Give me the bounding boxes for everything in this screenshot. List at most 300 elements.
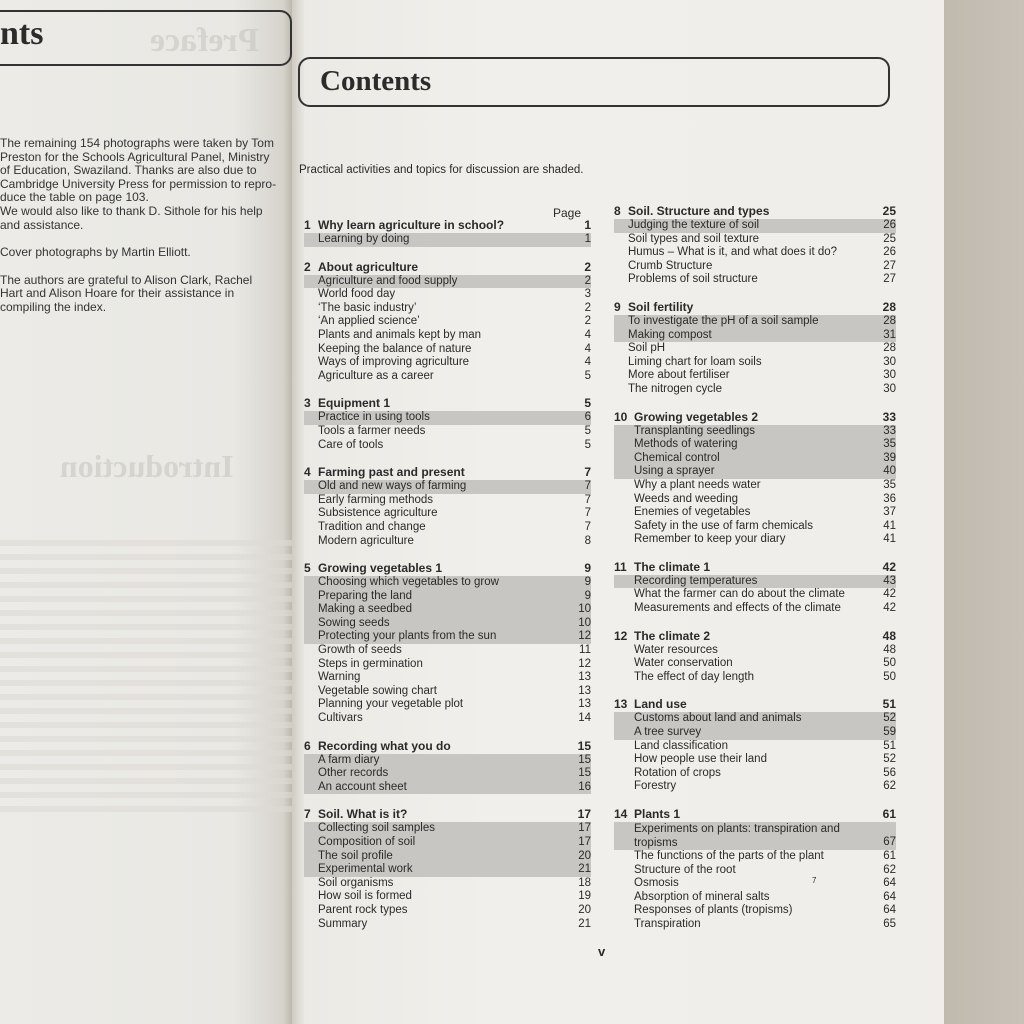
entry-page: 4 <box>584 328 591 341</box>
chapter-section <box>614 808 896 932</box>
ghost-text-lines <box>0 540 292 820</box>
acknowledgement-line: We would also like to thank D. Sithole for his help <box>0 203 263 218</box>
entry-page: 25 <box>883 232 896 245</box>
chapter-number: 13 <box>614 697 628 712</box>
chapter-section <box>304 261 591 384</box>
entry-page: 64 <box>883 890 896 903</box>
topic-entry <box>304 698 591 712</box>
chapter-section <box>304 397 591 452</box>
chapter-page: 61 <box>882 807 896 821</box>
entry-page: 41 <box>883 533 896 546</box>
page-stack-edge <box>944 0 1024 1024</box>
page-folio: v <box>598 944 606 959</box>
entry-title: Chemical control <box>634 451 720 464</box>
entry-page: 31 <box>883 328 896 341</box>
shaded-activity-entry <box>614 575 896 589</box>
entry-page: 42 <box>883 588 896 601</box>
shaded-activity-entry <box>304 767 591 781</box>
entry-page: 48 <box>883 643 896 656</box>
chapter-section <box>614 301 896 397</box>
chapter-title: Farming past and present <box>318 465 465 480</box>
topic-entry <box>304 302 591 316</box>
chapter-page: 42 <box>882 559 896 574</box>
entry-title: Practice in using tools <box>318 411 430 424</box>
topic-entry <box>304 918 591 932</box>
entry-page: 27 <box>883 259 896 272</box>
entry-title: The nitrogen cycle <box>628 382 722 395</box>
shaded-activity-entry <box>304 233 591 247</box>
entry-page: 10 <box>578 603 591 616</box>
entry-page: 7 <box>584 507 591 520</box>
entry-title: Tradition and change <box>318 520 426 533</box>
chapter-page: 2 <box>584 259 591 274</box>
entry-page: 2 <box>584 274 591 287</box>
entry-page: 35 <box>883 438 896 451</box>
chapter-page: 9 <box>584 561 591 576</box>
entry-title: Learning by doing <box>318 233 410 245</box>
entry-title: Collecting soil samples <box>318 822 435 835</box>
chapter-title: The climate 2 <box>634 628 711 643</box>
chapter-heading <box>614 630 896 644</box>
acknowledgement-line: duce the table on page 103. <box>0 190 149 205</box>
entry-title: Agriculture and food supply <box>318 274 458 287</box>
topic-entry <box>304 288 591 302</box>
chapter-number: 12 <box>614 628 628 643</box>
entry-title: Choosing which vegetables to grow <box>318 576 499 589</box>
entry-title: Soil types and soil texture <box>628 232 760 245</box>
entry-page: 9 <box>584 589 591 602</box>
chapter-title: Plants 1 <box>634 807 681 821</box>
entry-page: 20 <box>578 849 591 862</box>
entry-page: 19 <box>578 890 591 903</box>
entry-title: Planning your vegetable plot <box>318 698 464 711</box>
entry-title: Keeping the balance of nature <box>318 342 472 355</box>
chapter-section <box>614 411 896 547</box>
topic-entry <box>614 246 896 260</box>
entry-page: 12 <box>578 630 591 643</box>
entry-page: 62 <box>883 780 896 793</box>
topic-entry <box>304 315 591 329</box>
ghost-heading-introduction: Introduction <box>60 448 234 484</box>
topic-entry <box>304 507 591 521</box>
topic-entry <box>614 877 896 891</box>
topic-entry <box>304 356 591 370</box>
entry-title: A farm diary <box>318 753 380 766</box>
entry-page: 67 <box>883 836 896 849</box>
topic-entry <box>614 506 896 520</box>
left-page-title: nts <box>0 15 44 52</box>
entry-page: 26 <box>883 246 896 259</box>
entry-page: 59 <box>883 726 896 739</box>
topic-entry <box>614 904 896 918</box>
chapter-title: The climate 1 <box>634 559 711 574</box>
topic-entry <box>304 343 591 357</box>
entry-title: Summary <box>318 917 368 930</box>
chapter-number: 6 <box>304 738 311 753</box>
paragraph-gap <box>0 260 300 274</box>
entry-page: 27 <box>883 273 896 286</box>
topic-entry <box>614 493 896 507</box>
entry-title: Subsistence agriculture <box>318 507 438 520</box>
chapter-page: 15 <box>577 738 591 753</box>
contents-title: Contents <box>320 65 432 97</box>
chapter-heading <box>614 411 896 425</box>
topic-entry <box>304 370 591 384</box>
entry-title: Sowing seeds <box>318 616 390 629</box>
shaded-activity-entry <box>614 329 896 343</box>
entry-page: 11 <box>579 644 591 657</box>
chapter-section <box>614 205 896 287</box>
entry-page: 36 <box>883 492 896 505</box>
entry-title: Structure of the root <box>634 863 736 876</box>
entry-title: Making compost <box>628 328 712 341</box>
chapter-number: 2 <box>304 259 311 274</box>
entry-page: 15 <box>578 767 591 780</box>
entry-title: Water resources <box>634 643 718 656</box>
topic-entry <box>614 520 896 534</box>
entry-title: ‘An applied science’ <box>318 315 420 328</box>
shaded-activity-entry <box>614 726 896 740</box>
topic-entry <box>304 877 591 891</box>
topic-entry <box>614 891 896 905</box>
shaded-activity-entry <box>304 630 591 644</box>
entry-page: 7 <box>584 480 591 493</box>
entry-page: 13 <box>578 684 591 697</box>
chapter-heading <box>614 698 896 712</box>
entry-title: Making a seedbed <box>318 603 412 616</box>
shaded-activity-entry <box>614 315 896 329</box>
entry-page: 52 <box>883 712 896 725</box>
topic-entry <box>304 644 591 658</box>
topic-entry <box>614 356 896 370</box>
shaded-activity-entry <box>614 219 896 233</box>
entry-page: 6 <box>584 411 591 424</box>
entry-page: 7 <box>584 493 591 506</box>
entry-title: Rotation of crops <box>634 766 721 779</box>
entry-page: 56 <box>883 766 896 779</box>
entry-title: Experimental work <box>318 863 413 876</box>
topic-entry <box>614 850 896 864</box>
topic-entry <box>614 767 896 781</box>
chapter-section <box>304 740 591 795</box>
entry-title: How people use their land <box>634 753 767 766</box>
entry-page: 3 <box>584 288 591 301</box>
left-page <box>0 0 292 1024</box>
contents-page <box>292 0 944 1024</box>
chapter-page: 7 <box>584 465 591 480</box>
shaded-activity-entry <box>614 425 896 439</box>
topic-entry <box>304 521 591 535</box>
topic-entry <box>614 918 896 932</box>
chapter-page: 17 <box>577 807 591 822</box>
entry-title: Growth of seeds <box>318 644 402 657</box>
entry-title: ‘The basic industry’ <box>318 301 417 314</box>
entry-title: How soil is formed <box>318 890 412 903</box>
chapter-page: 28 <box>882 299 896 314</box>
topic-entry <box>614 273 896 287</box>
entry-title: Using a sprayer <box>634 465 715 478</box>
chapter-heading <box>614 301 896 315</box>
shaded-activity-entry <box>304 603 591 617</box>
entry-title: Customs about land and animals <box>634 712 802 725</box>
topic-entry <box>614 780 896 794</box>
chapter-section <box>614 561 896 616</box>
shaded-activity-entry <box>304 781 591 795</box>
entry-page: 17 <box>578 836 591 848</box>
entry-page: 10 <box>578 616 591 629</box>
chapter-number: 1 <box>304 218 311 232</box>
topic-entry <box>304 658 591 672</box>
chapter-section <box>304 219 591 247</box>
entry-page: 30 <box>883 369 896 382</box>
entry-page: 1 <box>584 233 591 245</box>
chapter-title: Land use <box>634 697 687 712</box>
chapter-title: Soil fertility <box>628 299 694 314</box>
entry-page: 52 <box>883 753 896 766</box>
chapter-title: Growing vegetables 2 <box>634 409 759 424</box>
shading-note: Practical activities and topics for discussion are shaded. <box>299 164 584 176</box>
entry-page: 4 <box>584 342 591 355</box>
topic-entry <box>304 494 591 508</box>
entry-title: Experiments on plants: transpiration and tropisms <box>634 823 840 849</box>
topic-entry <box>614 644 896 658</box>
chapter-number: 3 <box>304 396 311 411</box>
entry-title: Enemies of vegetables <box>634 506 751 519</box>
entry-title: Early farming methods <box>318 493 434 506</box>
contents-title-frame <box>298 57 890 107</box>
entry-page: 2 <box>584 315 591 328</box>
chapter-page: 5 <box>584 396 591 411</box>
chapter-title: Why learn agriculture in school? <box>318 218 505 232</box>
entry-title: Plants and animals kept by man <box>318 328 482 341</box>
entry-title: A tree survey <box>634 726 702 739</box>
topic-entry <box>304 439 591 453</box>
shaded-activity-entry <box>614 822 896 850</box>
entry-page: 12 <box>578 657 591 670</box>
topic-entry <box>304 712 591 726</box>
shaded-activity-entry <box>304 576 591 590</box>
chapter-page: 1 <box>584 218 591 232</box>
entry-title: More about fertiliser <box>628 369 730 382</box>
chapter-heading <box>304 808 591 822</box>
chapter-heading <box>304 466 591 480</box>
chapter-heading <box>304 740 591 754</box>
entry-title: Care of tools <box>318 438 384 451</box>
shaded-activity-entry <box>304 754 591 768</box>
chapter-title: Soil. Structure and types <box>628 204 770 218</box>
entry-title: Responses of plants (tropisms) <box>634 904 793 917</box>
topic-entry <box>304 425 591 439</box>
entry-title: Ways of improving agriculture <box>318 356 470 369</box>
entry-title: Safety in the use of farm chemicals <box>634 519 813 532</box>
chapter-heading <box>614 808 896 822</box>
chapter-title: Recording what you do <box>318 738 451 753</box>
chapter-number: 10 <box>614 409 628 424</box>
entry-page: 13 <box>578 698 591 711</box>
entry-page: 28 <box>883 314 896 327</box>
entry-page: 50 <box>883 670 896 683</box>
entry-title: Problems of soil structure <box>628 273 758 286</box>
entry-title: Old and new ways of farming <box>318 480 467 493</box>
chapter-heading <box>304 219 591 233</box>
chapter-number: 8 <box>614 204 621 218</box>
topic-entry <box>614 588 896 602</box>
chapter-title: Growing vegetables 1 <box>318 561 443 576</box>
chapter-heading <box>614 561 896 575</box>
entry-page: 5 <box>584 424 591 437</box>
chapter-number: 9 <box>614 299 621 314</box>
entry-page: 35 <box>883 478 896 491</box>
topic-entry <box>614 260 896 274</box>
entry-page: 18 <box>578 876 591 889</box>
topic-entry <box>304 329 591 343</box>
entry-title: Measurements and effects of the climate <box>634 602 841 615</box>
acknowledgement-line: compiling the index. <box>0 299 107 314</box>
acknowledgement-line: Hart and Alison Hoare for their assistance in <box>0 286 235 301</box>
entry-page: 65 <box>883 917 896 930</box>
topic-entry <box>614 864 896 878</box>
entry-title: Osmosis <box>634 877 679 890</box>
shaded-activity-entry <box>614 452 896 466</box>
entry-title: Preparing the land <box>318 589 412 602</box>
acknowledgement-line: Preston for the Schools Agricultural Panel, Ministry <box>0 149 270 164</box>
topic-entry <box>614 342 896 356</box>
entry-title: Cultivars <box>318 712 363 725</box>
acknowledgement-line: Cover photographs by Martin Elliott. <box>0 245 191 260</box>
shaded-activity-entry <box>614 465 896 479</box>
topic-entry <box>614 383 896 397</box>
topic-entry <box>304 890 591 904</box>
paragraph-gap <box>0 232 300 246</box>
shaded-activity-entry <box>304 480 591 494</box>
entry-title: What the farmer can do about the climate <box>634 588 845 601</box>
chapter-page: 48 <box>882 628 896 643</box>
entry-title: Soil pH <box>628 342 666 355</box>
chapter-section <box>304 808 591 931</box>
entry-title: World food day <box>318 288 396 301</box>
chapter-title: Soil. What is it? <box>318 807 408 822</box>
shaded-activity-entry <box>304 617 591 631</box>
topic-entry <box>614 233 896 247</box>
shaded-activity-entry <box>304 411 591 425</box>
topic-entry <box>614 479 896 493</box>
chapter-number: 4 <box>304 465 311 480</box>
topic-entry <box>304 671 591 685</box>
shaded-activity-entry <box>614 438 896 452</box>
entry-page: 33 <box>883 424 896 437</box>
shaded-activity-entry <box>304 590 591 604</box>
entry-page: 64 <box>883 877 896 890</box>
entry-title: Other records <box>318 767 389 780</box>
entry-page: 50 <box>883 657 896 670</box>
shaded-activity-entry <box>614 712 896 726</box>
chapter-number: 14 <box>614 807 628 821</box>
topic-entry <box>614 740 896 754</box>
entry-page: 28 <box>883 342 896 355</box>
entry-title: Parent rock types <box>318 903 408 916</box>
entry-title: Protecting your plants from the sun <box>318 630 497 643</box>
entry-title: Humus – What is it, and what does it do? <box>628 246 838 259</box>
entry-title: Agriculture as a career <box>318 369 434 382</box>
entry-title: Absorption of mineral salts <box>634 890 770 903</box>
page-column-header: Page <box>553 206 582 220</box>
entry-title: Why a plant needs water <box>634 478 761 491</box>
entry-page: 7 <box>584 520 591 533</box>
chapter-number: 7 <box>304 807 311 822</box>
chapter-heading <box>304 562 591 576</box>
entry-page: 30 <box>883 382 896 395</box>
chapter-heading <box>614 205 896 219</box>
topic-entry <box>304 535 591 549</box>
shaded-activity-entry <box>304 863 591 877</box>
entry-page: 21 <box>578 863 591 876</box>
entry-title: Tools a farmer needs <box>318 424 426 437</box>
chapter-section <box>614 630 896 685</box>
entry-title: The effect of day length <box>634 670 754 683</box>
topic-entry <box>614 753 896 767</box>
entry-title: Composition of soil <box>318 836 416 848</box>
chapter-section <box>304 466 591 548</box>
entry-title: The functions of the parts of the plant <box>634 850 824 862</box>
acknowledgement-line: and assistance. <box>0 217 84 232</box>
entry-title: Warning <box>318 671 361 684</box>
entry-page: 13 <box>578 671 591 684</box>
entry-page: 14 <box>578 712 591 725</box>
entry-title: Judging the texture of soil <box>628 219 760 231</box>
entry-page: 64 <box>883 904 896 917</box>
entry-page: 42 <box>883 602 896 615</box>
entry-page: 40 <box>883 465 896 478</box>
topic-entry <box>614 602 896 616</box>
entry-title: Remember to keep your diary <box>634 533 786 546</box>
entry-page: 62 <box>883 863 896 876</box>
entry-title: Steps in germination <box>318 657 423 670</box>
entry-page: 8 <box>584 534 591 547</box>
shaded-activity-entry <box>304 275 591 289</box>
entry-title: Forestry <box>634 780 677 793</box>
entry-title: Modern agriculture <box>318 534 414 547</box>
entry-page: 5 <box>584 369 591 382</box>
entry-page: 2 <box>584 301 591 314</box>
chapter-number: 5 <box>304 561 311 576</box>
chapter-page: 25 <box>882 204 896 218</box>
entry-title: Soil organisms <box>318 876 394 889</box>
entry-title: Transpiration <box>634 917 701 930</box>
entry-page: 20 <box>578 903 591 916</box>
entry-page: 21 <box>578 917 591 930</box>
ghost-heading-preface: Preface <box>150 22 259 59</box>
topic-entry <box>304 904 591 918</box>
topic-entry <box>614 657 896 671</box>
contents-right-column <box>614 205 896 946</box>
acknowledgement-line: The authors are grateful to Alison Clark, Rachel <box>0 272 253 287</box>
entry-page: 37 <box>883 506 896 519</box>
entry-page: 26 <box>883 219 896 231</box>
stray-mark: 7 <box>812 876 817 885</box>
chapter-heading <box>304 397 591 411</box>
entry-page: 30 <box>883 355 896 368</box>
entry-title: Land classification <box>634 739 728 752</box>
entry-page: 4 <box>584 356 591 369</box>
acknowledgements-text <box>0 137 300 315</box>
entry-title: Weeds and weeding <box>634 492 738 505</box>
entry-title: To investigate the pH of a soil sample <box>628 314 819 327</box>
entry-title: Transplanting seedlings <box>634 424 756 437</box>
entry-title: Water conservation <box>634 657 733 670</box>
entry-page: 41 <box>883 519 896 532</box>
shaded-activity-entry <box>304 836 591 850</box>
chapter-title: Equipment 1 <box>318 396 391 411</box>
